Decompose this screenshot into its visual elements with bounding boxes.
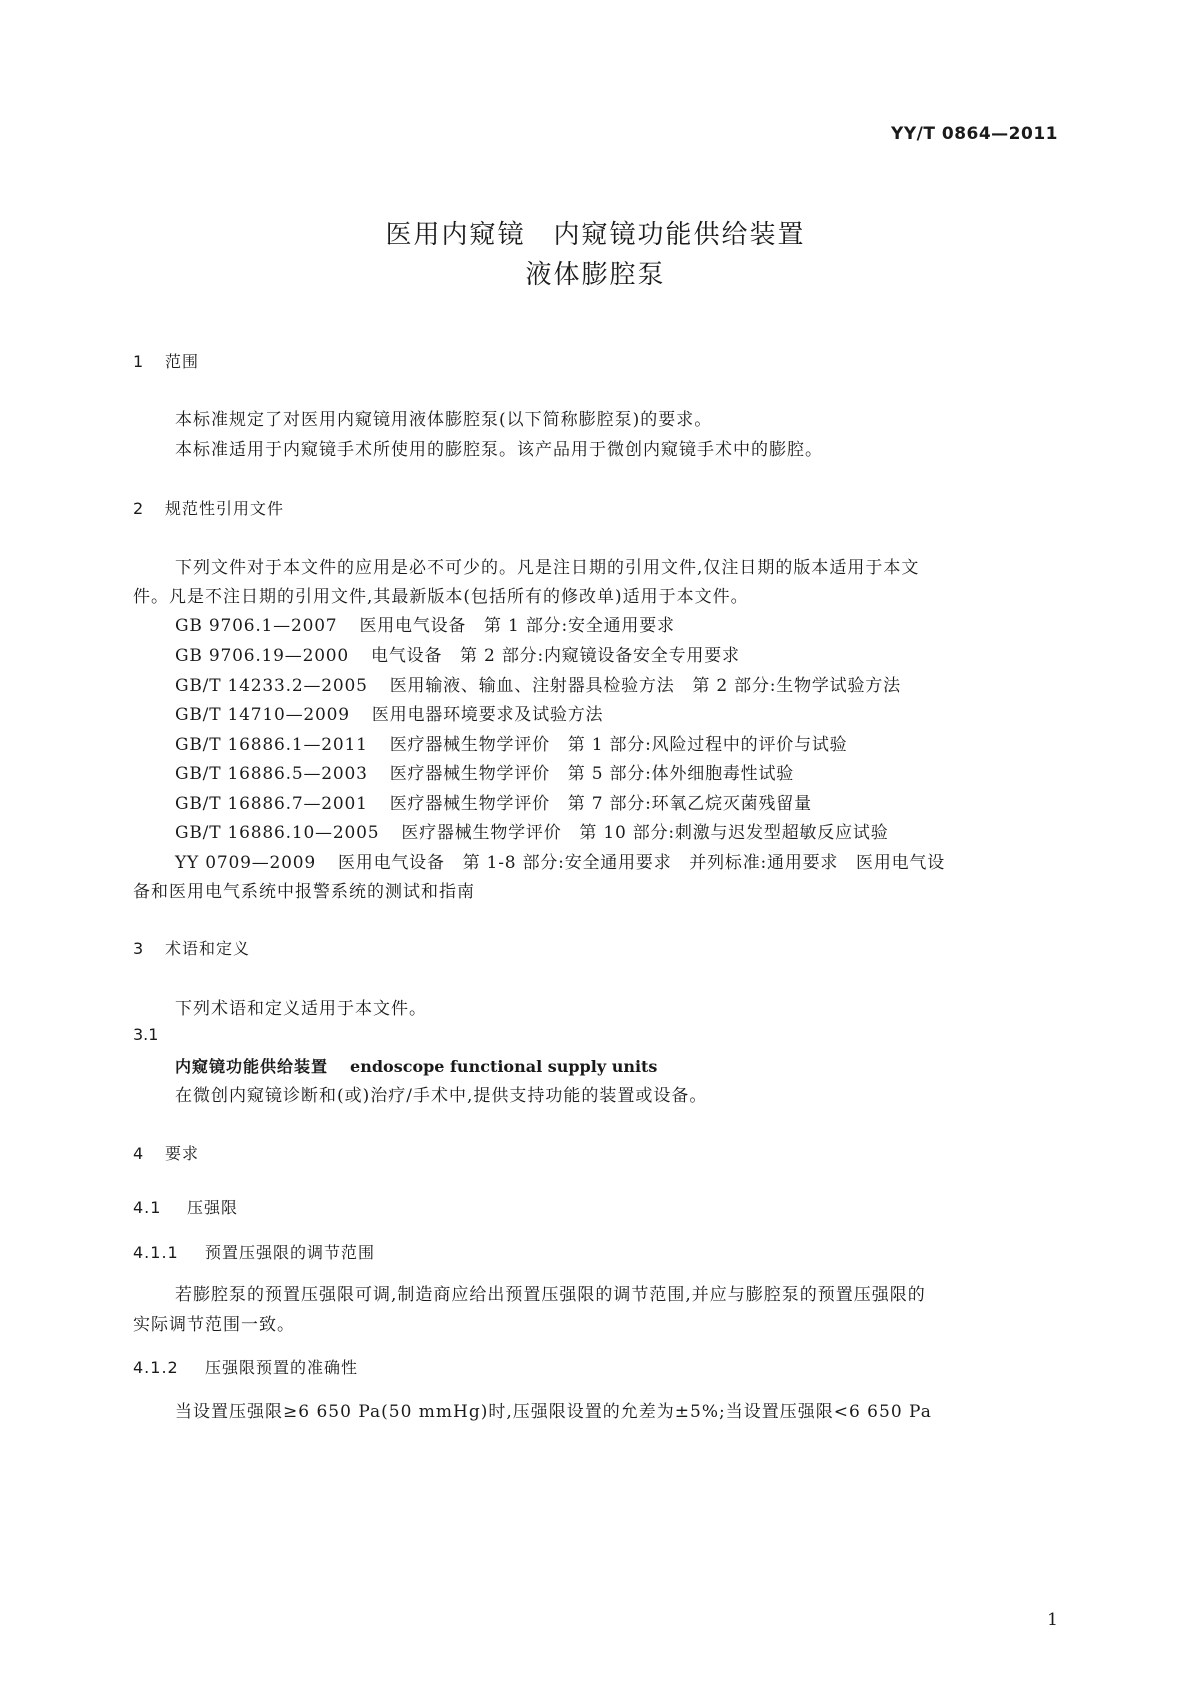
subsection-4-1-1-heading <box>133 1240 375 1263</box>
section-number: 2 <box>133 499 145 518</box>
subsection-4-1-2-heading <box>133 1355 358 1378</box>
page-number: 1 <box>1047 1610 1058 1630</box>
section-title: 术语和定义 <box>165 939 251 958</box>
paragraph: 下列术语和定义适用于本文件。 <box>175 999 427 1019</box>
paragraph: 件。凡是不注日期的引用文件,其最新版本(包括所有的修改单)适用于本文件。 <box>133 587 749 607</box>
reference-item <box>175 671 901 696</box>
paragraph: 本标准规定了对医用内窥镜用液体膨腔泵(以下简称膨腔泵)的要求。 <box>175 410 713 430</box>
reference-code: GB/T 16886.1—2011 <box>175 735 368 755</box>
reference-title: 医用电器环境要求及试验方法 <box>371 705 604 725</box>
reference-code: GB 9706.19—2000 <box>175 646 350 666</box>
paragraph: 若膨腔泵的预置压强限可调,制造商应给出预置压强限的调节范围,并应与膨腔泵的预置压强限的 <box>175 1285 926 1305</box>
reference-code: GB/T 16886.5—2003 <box>175 764 368 784</box>
section-title: 范围 <box>165 352 200 371</box>
document-title-line1: 医用内窥镜 内窥镜功能供给装置 <box>385 220 806 250</box>
reference-item <box>175 848 945 873</box>
term-name <box>175 1054 657 1077</box>
section-1-heading <box>133 349 199 372</box>
paragraph: 本标准适用于内窥镜手术所使用的膨腔泵。该产品用于微创内窥镜手术中的膨腔。 <box>175 440 823 460</box>
section-title: 预置压强限的调节范围 <box>205 1243 376 1262</box>
reference-title: 医疗器械生物学评价 第 1 部分:风险过程中的评价与试验 <box>389 735 848 755</box>
reference-code: GB/T 16886.10—2005 <box>175 823 380 843</box>
section-number: 3 <box>133 939 145 958</box>
reference-item <box>175 789 812 814</box>
section-4-heading <box>133 1141 199 1164</box>
section-title: 要求 <box>165 1144 200 1163</box>
reference-code: GB/T 14233.2—2005 <box>175 676 368 696</box>
reference-title: 医疗器械生物学评价 第 10 部分:刺激与迟发型超敏反应试验 <box>401 823 889 843</box>
section-title: 压强限 <box>187 1198 239 1217</box>
reference-item <box>175 818 889 843</box>
reference-item <box>175 730 847 755</box>
reference-title: 电气设备 第 2 部分:内窥镜设备安全专用要求 <box>371 646 740 666</box>
paragraph: 下列文件对于本文件的应用是必不可少的。凡是注日期的引用文件,仅注日期的版本适用于本文 <box>175 558 920 578</box>
term-chinese: 内窥镜功能供给装置 <box>175 1057 329 1076</box>
document-title-line2: 液体膨腔泵 <box>525 260 666 290</box>
reference-code: YY 0709—2009 <box>175 853 316 873</box>
section-2-heading <box>133 496 284 519</box>
section-number: 4.1.2 <box>133 1358 179 1377</box>
reference-title: 医用电气设备 第 1-8 部分:安全通用要求 并列标准:通用要求 医用电气设 <box>337 853 946 873</box>
subsection-4-1-heading <box>133 1195 238 1218</box>
paragraph: 实际调节范围一致。 <box>133 1315 295 1335</box>
term-number: 3.1 <box>133 1025 159 1044</box>
reference-title: 医疗器械生物学评价 第 5 部分:体外细胞毒性试验 <box>389 764 795 784</box>
section-number: 4 <box>133 1144 145 1163</box>
reference-title: 医用电气设备 第 1 部分:安全通用要求 <box>359 616 675 636</box>
reference-item <box>175 759 794 784</box>
section-3-heading <box>133 936 250 959</box>
reference-code: GB/T 16886.7—2001 <box>175 794 368 814</box>
paragraph: 当设置压强限≥6 650 Pa(50 mmHg)时,压强限设置的允差为±5%;当设置压强限<6 650 Pa <box>175 1402 932 1422</box>
reference-code: GB 9706.1—2007 <box>175 616 338 636</box>
term-definition: 在微创内窥镜诊断和(或)治疗/手术中,提供支持功能的装置或设备。 <box>175 1086 708 1106</box>
section-title: 压强限预置的准确性 <box>205 1358 359 1377</box>
reference-title: 医用输液、输血、注射器具检验方法 第 2 部分:生物学试验方法 <box>389 676 901 696</box>
document-number: YY/T 0864—2011 <box>891 124 1058 144</box>
reference-continuation: 备和医用电气系统中报警系统的测试和指南 <box>133 882 475 902</box>
reference-code: GB/T 14710—2009 <box>175 705 350 725</box>
reference-title: 医疗器械生物学评价 第 7 部分:环氧乙烷灭菌残留量 <box>389 794 812 814</box>
section-number: 4.1.1 <box>133 1243 179 1262</box>
term-english: endoscope functional supply units <box>350 1057 658 1076</box>
reference-item <box>175 641 740 666</box>
section-number: 4.1 <box>133 1198 162 1217</box>
section-title: 规范性引用文件 <box>165 499 285 518</box>
reference-item <box>175 700 603 725</box>
section-number: 1 <box>133 352 145 371</box>
reference-item <box>175 611 675 636</box>
